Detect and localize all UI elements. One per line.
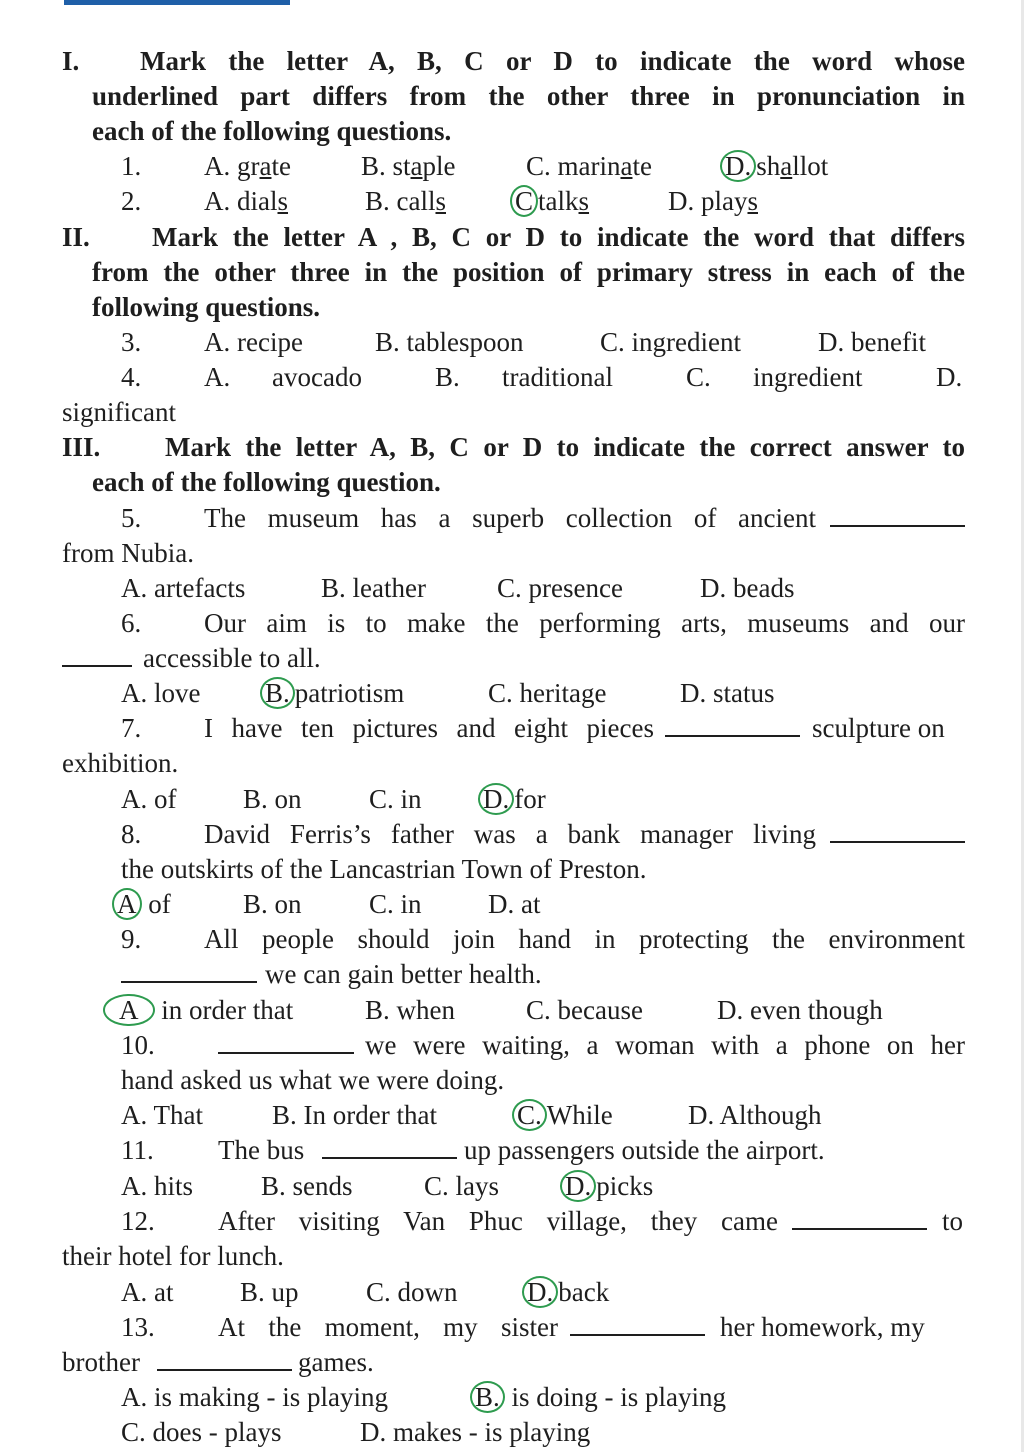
header-accent-bar xyxy=(64,0,290,5)
option-d[interactable]: D. Although xyxy=(688,1100,822,1130)
option-c[interactable]: C. presence xyxy=(497,573,623,603)
option-d[interactable]: D. plays xyxy=(668,186,758,216)
option-d-selected[interactable]: D. shallot xyxy=(720,149,828,183)
question-number: 1. xyxy=(121,151,142,181)
question-4-option-d[interactable]: significant xyxy=(62,397,176,427)
question-12-options xyxy=(0,1275,1024,1309)
section-3-instruction-line-1: Mark the letter A, B, C or D to indicate the correct answer to xyxy=(165,432,965,462)
option-c[interactable]: C. ingredient xyxy=(600,327,741,357)
question-13-blank-2[interactable] xyxy=(157,1345,292,1379)
section-2-number: II. xyxy=(62,222,90,252)
section-3-instruction-line-2: each of the following question. xyxy=(92,467,441,497)
question-6-blank[interactable] xyxy=(62,641,132,675)
question-number: 2. xyxy=(121,186,142,216)
question-13-stem-line-1-end: her homework, my xyxy=(720,1312,925,1342)
question-7-stem-line-1-end: sculpture on xyxy=(812,713,945,743)
question-9-stem-line-1: All people should join hand in protecting the environment xyxy=(204,924,965,954)
question-11-stem-end: up passengers outside the airport. xyxy=(464,1135,825,1165)
option-b[interactable]: B. staple xyxy=(361,151,456,181)
question-2 xyxy=(0,184,1024,218)
answer-circle: D. xyxy=(720,150,756,182)
option-b[interactable]: B. calls xyxy=(365,186,446,216)
answer-circle: A xyxy=(112,888,142,920)
question-10-stem-line-1: we were waiting, a woman with a phone on her xyxy=(365,1030,965,1060)
option-b-selected[interactable]: B. patriotism xyxy=(260,676,404,710)
option-b-selected[interactable]: B. is doing - is playing xyxy=(470,1380,726,1414)
question-5-blank[interactable] xyxy=(830,501,965,535)
question-13-stem-line-2-end: games. xyxy=(298,1347,374,1377)
question-9-options xyxy=(0,993,1024,1027)
option-c[interactable]: ingredient xyxy=(753,362,863,392)
option-a[interactable]: A. dials xyxy=(204,186,289,216)
option-c[interactable]: C. in xyxy=(369,889,422,919)
question-10-stem-line-2: hand asked us what we were doing. xyxy=(121,1065,505,1095)
question-13-options-row-1 xyxy=(0,1380,1024,1414)
question-number: 3. xyxy=(121,327,142,357)
section-2-instruction-line-2: from the other three in the position of primary stress in each of the xyxy=(92,257,965,287)
option-b[interactable]: B. In order that xyxy=(272,1100,437,1130)
answer-circle: C. xyxy=(512,1099,547,1131)
option-d[interactable]: D. at xyxy=(488,889,541,919)
question-7-number: 7. xyxy=(121,713,142,743)
question-7-options xyxy=(0,782,1024,816)
question-13-options-row-2 xyxy=(0,1415,1024,1449)
question-10-options xyxy=(0,1098,1024,1132)
option-d[interactable]: D. status xyxy=(680,678,775,708)
question-8-blank[interactable] xyxy=(830,817,965,851)
answer-circle: A xyxy=(103,994,155,1026)
option-a-selected[interactable]: A in order that xyxy=(103,993,293,1027)
question-1 xyxy=(0,149,1024,183)
option-c[interactable]: C. lays xyxy=(424,1171,500,1201)
question-12-number: 12. xyxy=(121,1206,155,1236)
option-b[interactable]: B. leather xyxy=(321,573,426,603)
section-2-instruction-line-3: following questions. xyxy=(92,292,321,322)
option-a-letter: A. xyxy=(204,362,231,392)
section-2-instruction-line-1: Mark the letter A , B, C or D to indicate the word that differs xyxy=(152,222,965,252)
answer-circle: C xyxy=(510,185,538,217)
option-c[interactable]: C. marinate xyxy=(526,151,652,181)
option-c-selected[interactable]: C talks xyxy=(510,184,589,218)
option-c[interactable]: C. down xyxy=(366,1277,458,1307)
option-c[interactable]: C. heritage xyxy=(488,678,607,708)
question-10-blank[interactable] xyxy=(218,1028,354,1062)
question-number: 4. xyxy=(121,362,142,392)
question-7-blank[interactable] xyxy=(665,711,800,745)
section-1-instruction-line-1: Mark the letter A, B, C or D to indicate the word whose xyxy=(140,46,965,76)
question-5-stem-line-2: from Nubia. xyxy=(62,538,194,568)
question-9-blank[interactable] xyxy=(121,957,257,991)
option-a[interactable]: A. hits xyxy=(121,1171,194,1201)
option-b[interactable]: B. sends xyxy=(261,1171,353,1201)
option-d-selected[interactable]: D. for xyxy=(478,782,546,816)
option-a[interactable]: A. recipe xyxy=(204,327,303,357)
question-8-stem-line-2: the outskirts of the Lancastrian Town of Preston. xyxy=(121,854,647,884)
question-10-number: 10. xyxy=(121,1030,155,1060)
question-13-stem-line-2-start: brother xyxy=(62,1347,140,1377)
option-d-letter: D. xyxy=(936,362,963,392)
section-3-number: III. xyxy=(62,432,101,462)
answer-circle: D. xyxy=(478,783,514,815)
question-6-stem-line-1: Our aim is to make the performing arts, museums and our xyxy=(204,608,965,638)
option-a[interactable]: A. love xyxy=(121,678,201,708)
option-a[interactable]: A. of xyxy=(121,784,177,814)
question-13-stem-line-1: At the moment, my sister xyxy=(218,1312,558,1342)
option-c[interactable]: C. does - plays xyxy=(121,1417,282,1447)
question-8-number: 8. xyxy=(121,819,142,849)
question-4 xyxy=(0,360,1024,394)
option-d[interactable]: D. beads xyxy=(700,573,795,603)
question-12-blank[interactable] xyxy=(792,1204,927,1238)
option-a[interactable]: A. is making - is playing xyxy=(121,1382,388,1412)
option-b[interactable]: traditional xyxy=(502,362,613,392)
option-a[interactable]: A. grate xyxy=(204,151,291,181)
question-13-blank-1[interactable] xyxy=(570,1310,705,1344)
question-12-stem-line-1: After visiting Van Phuc village, they came xyxy=(218,1206,778,1236)
question-12-stem-line-1-end: to xyxy=(942,1206,964,1236)
question-6-number: 6. xyxy=(121,608,142,638)
option-c-letter: C. xyxy=(686,362,711,392)
answer-circle: D. xyxy=(522,1276,558,1308)
option-b[interactable]: B. tablespoon xyxy=(375,327,524,357)
option-a[interactable]: avocado xyxy=(272,362,362,392)
question-9-stem-line-2: we can gain better health. xyxy=(265,959,542,989)
option-d[interactable]: D. benefit xyxy=(818,327,926,357)
question-5-options xyxy=(0,571,1024,605)
question-9-number: 9. xyxy=(121,924,142,954)
option-b[interactable]: B. up xyxy=(240,1277,299,1307)
question-5-number: 5. xyxy=(121,503,142,533)
option-b[interactable]: B. on xyxy=(243,784,302,814)
question-6-stem-line-2: accessible to all. xyxy=(143,643,321,673)
option-c-selected[interactable]: C. While xyxy=(512,1098,613,1132)
question-8-stem-line-1: David Ferris’s father was a bank manager living xyxy=(204,819,816,849)
question-13-number: 13. xyxy=(121,1312,155,1342)
question-12-stem-line-2: their hotel for lunch. xyxy=(62,1241,284,1271)
option-d[interactable]: D. even though xyxy=(717,995,883,1025)
question-7-stem-line-1: I have ten pictures and eight pieces xyxy=(204,713,654,743)
question-7-stem-line-2: exhibition. xyxy=(62,748,179,778)
section-1-instruction-line-3: each of the following questions. xyxy=(92,116,452,146)
question-11-blank[interactable] xyxy=(322,1133,457,1167)
question-8-options xyxy=(0,887,1024,921)
option-d[interactable]: D. makes - is playing xyxy=(360,1417,591,1447)
option-b-letter: B. xyxy=(435,362,460,392)
option-a[interactable]: A. artefacts xyxy=(121,573,246,603)
option-a[interactable]: A. at xyxy=(121,1277,174,1307)
question-11-options xyxy=(0,1169,1024,1203)
section-1-instruction-line-2: underlined part differs from the other three in pronunciation in xyxy=(92,81,965,111)
question-6-options xyxy=(0,676,1024,710)
option-b[interactable]: B. when xyxy=(365,995,455,1025)
section-1-number: I. xyxy=(62,46,80,76)
option-b[interactable]: B. on xyxy=(243,889,302,919)
question-11-number: 11. xyxy=(121,1135,154,1165)
answer-circle: B. xyxy=(470,1381,505,1413)
question-11-stem-start: The bus xyxy=(218,1135,305,1165)
option-a-selected[interactable]: A of xyxy=(112,887,171,921)
answer-circle: B. xyxy=(260,677,295,709)
option-c[interactable]: C. in xyxy=(369,784,422,814)
option-d-selected[interactable]: D. back xyxy=(522,1275,609,1309)
option-a[interactable]: A. That xyxy=(121,1100,203,1130)
answer-circle: D. xyxy=(560,1170,596,1202)
question-5-stem-line-1: The museum has a superb collection of ancient xyxy=(204,503,816,533)
option-c[interactable]: C. because xyxy=(526,995,643,1025)
option-d-selected[interactable]: D. picks xyxy=(560,1169,653,1203)
question-3 xyxy=(0,325,1024,359)
